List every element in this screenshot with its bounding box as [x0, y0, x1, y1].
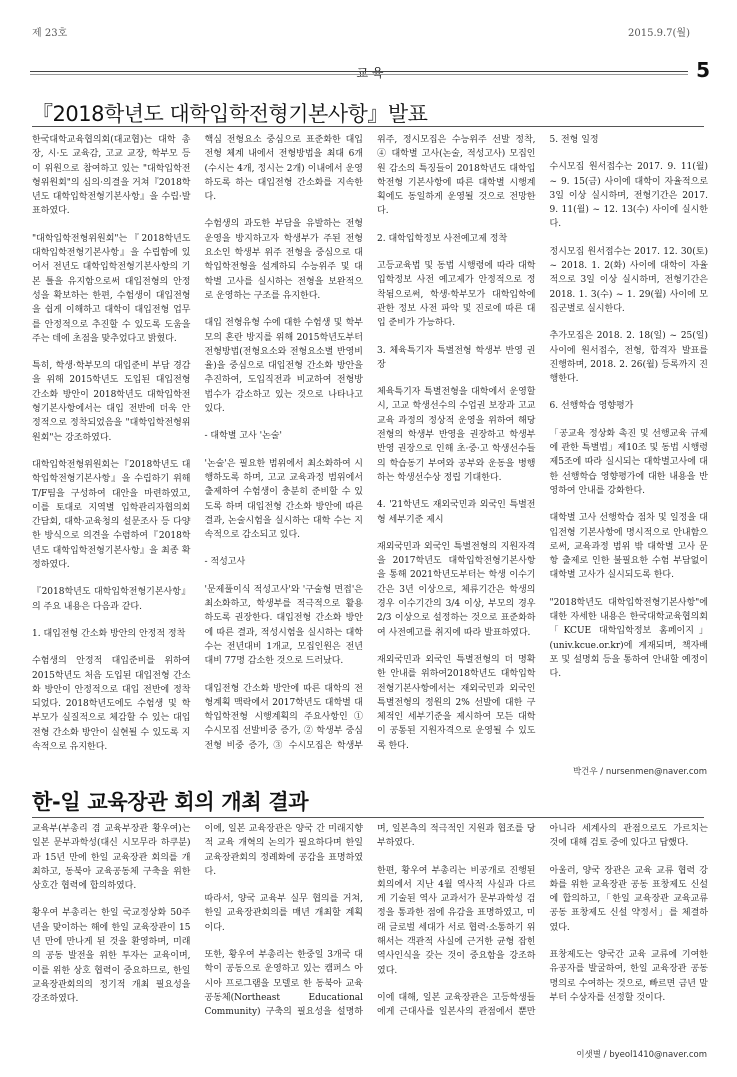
header-rule-secondary: [30, 74, 688, 75]
paragraph: "대학입학전형위원회"는『2018학년도 대학입학전형기본사항』을 수립함에 있어서 전년도 대학입학전형기본사항의 기본 틀을 유지함으로써 대입전형의 안정성을 확보하는 한편, 수험생이 대입전형을 쉽게 이해하고 대학이 대입전형 업무를 안정적으로 추진할 수 있도록 도움을 주는 데에 초점을 맞추었다고 밝혔다.: [32, 233, 191, 344]
paragraph: 핵심 전형요소 중심으로 표준화한 대입 전형 체계 내에서 전형방법을 최대 6개(수시는 4개, 정시는 2개) 이내에서 운영하도록 하는 대입전형 간소화를 지속한다.: [204, 135, 363, 203]
paragraph: 체육특기자 특별전형을 대학에서 운영할 시, 고교 학생선수의 수업권 보장과 고교교육 과정의 정상적 운영을 위하여 해당 전형의 학생부 반영을 권장하고 학생부 반영 권장으로 인해 초·중·고 학생선수들의 학습동기 부여와 공부와 운동을 병행하는 학생선수상 정립 기대한다.: [377, 387, 536, 483]
paragraph: 수시모집 원서접수는 2017. 9. 11(월) ~ 9. 15(금) 사이에 대학이 자율적으로 3일 이상 실시하며, 전형기간은 2017. 9. 11(월) ~ 12. 13(수) 사이에 실시한다.: [549, 162, 708, 230]
paragraph: 6. 선행학습 영향평가: [549, 401, 634, 412]
paragraph: 교육부(부총리 겸 교육부장관 황우여)는 일본 문부과학성(대신 시모무라 하쿠분)과 15년 만에 한일 교육장관 회의를 개최하고, 동북아 교육공동체 구축을 위한 상호간 협력에 합의하였다.: [32, 824, 191, 892]
paragraph: 대학별 고사 선행학습 점차 및 일정을 대입전형 기본사항에 명시적으로 안내함으로써, 교육과정 범위 밖 대학별 고사 문항 출제로 인한 불필요한 수험 부담없이 대학별 고사가 실시되도록 한다.: [549, 513, 708, 581]
paragraph: 특히, 학생·학부모의 대입준비 부담 경감을 위해 2015학년도 도입된 대입전형 간소화 방안이 2018학년도 대학입학전형기본사항에서는 대입 전반에 더욱 안정적으로 정착되었음을 "대학입학전형위원회"는 강조하였다.: [32, 361, 191, 443]
page-header: [30, 20, 710, 82]
article-2-body: [32, 822, 708, 1048]
paragraph: 1. 대입전형 간소화 방안의 안정적 정착: [32, 628, 186, 639]
paragraph: 한국대학교육협의회(대교협)는 대학 총장, 시·도 교육감, 고교 교장, 학부모 등이 위원으로 참여하고 있는 "대학입학전형위원회"의 심의·의결을 거쳐『2018학년도 대학입학전형기본사항』을 수립·발표하였다.: [32, 135, 191, 217]
issue-date: 2015.9.7(월): [628, 28, 690, 39]
paragraph: 「공교육 정상화 촉진 및 선행교육 규제에 관한 특별법」제10조 및 동법 시행령 제5조에 따라 실시되는 대학별고사에 대한 선행학습 영향평가에 대한 내용을 반영하여 안내를 강화한다.: [549, 428, 708, 496]
paragraph: 고등교육법 및 동법 시행령에 따라 대학입학정보 사전 예고제가 안정적으로 정착됨으로써, 학생·학부모가 대학입학에 관한 정보 사전 파악 및 진로에 따른 대입 준비가 가능하다.: [377, 261, 536, 329]
paragraph: 『2018학년도 대학입학전형기본사항』의 주요 내용은 다음과 같다.: [32, 587, 191, 612]
page-number: 5: [696, 58, 710, 82]
article-1-body: [32, 133, 708, 767]
paragraph: 대입 전형유형 수에 대한 수험생 및 학부모의 혼란 방지를 위해 2015학년도부터 전형방법(전형요소와 전형요소별 반영비율)을 중심으로 대입전형 간소화 방안을 추진하여, 도입직전과 비교하여 전형방법수가 감소하고 있는 것으로 나타나고 있다.: [204, 318, 363, 415]
paragraph: 추가모집은 2018. 2. 18(일) ~ 25(일) 사이에 원서접수, 전형, 합격자 발표를 진행하며, 2018. 2. 26(월) 등록까지 진행한다.: [549, 331, 708, 385]
paragraph: 재외국민과 외국인 특별전형의 더 명확한 안내를 위하여2018학년도 대학입학전형기본사항에서는 재외국민과 외국인 특별전형의 정원의 2% 선발에 대한 구체적인 세부기준을 제시하여 모든 대학이 공통된 지원자격으로 운영될 수 있도록 한다.: [377, 654, 536, 751]
paragraph: 아울러, 양국 장관은 교육 교류 협력 강화를 위한 교육장관 공동 표창제도 신설에 합의하고,「한일 교육장관 교육교류 공동 표창제도 신설 약정서」를 체결하였다.: [549, 865, 708, 933]
paragraph: 이에 대해, 일본 교육장관은 고등학생들에게 근대사를 일본사의 관점에서 뿐만 아니라 세계사의 관점으로도 가르치는 것에 대해 검토 중에 있다고 답했다.: [377, 824, 708, 1018]
paragraph: 황우여 부총리는 한일 국교정상화 50주년을 맞이하는 해에 한일 교육장관이 15년 만에 만나게 된 것을 환영하며, 미래의 공동 발전을 위한 투자는 교육이며, 이를 위한 상호 협력이 중요하므로, 한일 교육장관회의의 정기적 개최 필요성을 강조하였다.: [32, 908, 191, 1005]
paragraph: 4. '21학년도 재외국민과 외국인 특별전형 세부기준 제시: [377, 500, 536, 525]
paragraph: 3. 체육특기자 특별전형 학생부 반영 권장: [377, 345, 536, 370]
header-rule: [30, 71, 688, 72]
paragraph: '문제풀이식 적성고사'와 '구술형 면접'은 최소화하고, 학생부를 적극적으로 활용하도록 권장한다. 대입전형 간소화 방안에 따른 결과, 적성시험을 실시하는 대학 수는 전년대비 1개교, 모집인원은 전년대비 77명 감소한 것으로 드러났다.: [204, 584, 363, 667]
article-2-byline: 이샛별 / byeol1410@naver.com: [576, 1050, 707, 1060]
article-1-title-rule: [32, 126, 704, 127]
article-2-title: 한-일 교육장관 회의 개최 결과: [32, 790, 309, 814]
paragraph: 이에, 일본 교육장관은 양국 간 미래지향적 교육 개혁의 논의가 필요하다며 한일 교육장관회의 정례화에 공감을 표명하였다.: [204, 824, 363, 877]
paragraph: 대입전형 간소화 방안에 따른 대학의 전형계획 맥락에서 2017학년도 대학별 대학입학전형 시행계획의 주요사항인 ① 수시모집 선발비중 증가, ② 학생부 중심 전형 비중 증가, ③ 수시모집은 학생부 위주, 정시모집은 수능위주 선발 정착, ④ 대학별 고사(논술, 적성고사) 모집인원 감소의 특징들이 2018학년도 대학입학전형 기본사항에 따른 대학별 시행계획에도 동일하게 운영될 것으로 전망한다.: [204, 135, 536, 751]
paragraph: 한편, 황우여 부총리는 비공개로 진행된 회의에서 지난 4월 역사적 사실과 다르게 기술된 역사 교과서가 문부과학성 검정을 통과한 점에 유감을 표명하였고, 미래 글로벌 세대가 서로 협력·소통하기 위해서는 객관적 사실에 근거한 균형 잡힌 역사인식을 갖는 것이 중요함을 강조하였다.: [377, 865, 536, 976]
paragraph: 대학입학전형위원회는『2018학년도 대학입학전형기본사항』을 수립하기 위해 T/F팀을 구성하여 대안을 마련하였고, 이를 토대로 지역별 입학관리자협의회 간담회, 대학·교육청의 설문조사 등 다양한 방식으로 의견을 수렴하여『2018학년도 대학입학전형기본사항』을 최종 확정하였다.: [32, 459, 191, 571]
paragraph: 수험생의 과도한 부담을 유발하는 전형운영을 방지하고자 학생부가 주된 전형요소인 학생부 위주 전형을 중심으로 대학입학전형을 설계하되 수능위주 및 대학별 고사를 실시하는 전형을 보완적으로 운영하는 구조를 유지한다.: [204, 219, 363, 301]
paragraph: 따라서, 양국 교육부 실무 협의를 거쳐, 한일 교육장관회의를 매년 개최할 계획이다.: [204, 894, 363, 933]
paragraph: 또한, 황우여 부총리는 한중일 3개국 대학이 공동으로 운영하고 있는 캠퍼스 아시아 프로그램을 모델로 한 동북아 교육공동체(Northeast Educational Community) 구축의 필요성을 설명하며, 일본측의 적극적인 지원과 협조를 당부하였다.: [204, 824, 536, 1018]
paragraph: - 적성고사: [204, 557, 246, 568]
paragraph: 정시모집 원서접수는 2017. 12. 30(토) ~ 2018. 1. 2(화) 사이에 대학이 자율적으로 3일 이상 실시하며, 전형기간은 2018. 1. 3(수) ~ 1. 29(월) 사이에 모집군별로 실시한다.: [549, 246, 708, 314]
section-label: 교 육: [356, 66, 384, 80]
paragraph: 2. 대학입학정보 사전예고제 정착: [377, 233, 508, 244]
paragraph: "2018학년도 대학입학전형기본사항"에 대한 자세한 내용은 한국대학교육협의회「KCUE 대학입학정보 홈페이지」(univ.kcue.or.kr)에 게재되며, 책자배포 및 설명회 등을 통하여 안내할 예정이다.: [549, 597, 708, 680]
paragraph: 표창제도는 양국간 교육 교류에 기여한 유공자를 발굴하여, 한일 교육장관 공동 명의로 수여하는 것으로, 빠르면 금년 말부터 수상자를 선정할 것이다.: [549, 950, 708, 1003]
paragraph: 5. 전형 일정: [549, 135, 599, 145]
paragraph: '논술'은 필요한 범위에서 최소화하여 시행하도록 하며, 고교 교육과정 범위에서 출제하여 수험생이 충분히 준비할 수 있도록 하며 대입전형 간소화 방안에 따른 결과, 논술시험을 실시하는 대학 수는 지속적으로 감소되고 있다.: [204, 458, 363, 541]
paragraph: 수험생의 안정적 대입준비를 위하여 2015학년도 처음 도입된 대입전형 간소화 방안이 안정적으로 대입 전반에 정착되었다. 2018학년도에도 수험생 및 학부모가 실질적으로 체감할 수 있는 대입전형 간소화 방안이 실현될 수 있도록 지속적으로 유지한다.: [32, 656, 191, 752]
article-1-byline: 박건우 / nursenmen@naver.com: [572, 767, 707, 777]
paragraph: - 대학별 고사 '논술': [204, 431, 282, 442]
issue-number: 제 23호: [32, 28, 68, 39]
article-1-title: 『2018학년도 대학입학전형기본사항』발표: [32, 102, 428, 126]
paragraph: 재외국민과 외국인 특별전형의 지원자격을 2017학년도 대학입학전형기본사항을 통해 2021학년도부터는 학생 이수기간은 3년 이상으로, 체류기간은 학생의 경우 이수기간의 3/4 이상, 부모의 경우 2/3 이상으로 설정하는 것으로 표준화하여 사전예고를 취지에 따라 발표하였다.: [377, 541, 536, 638]
article-2-title-rule: [32, 817, 704, 818]
